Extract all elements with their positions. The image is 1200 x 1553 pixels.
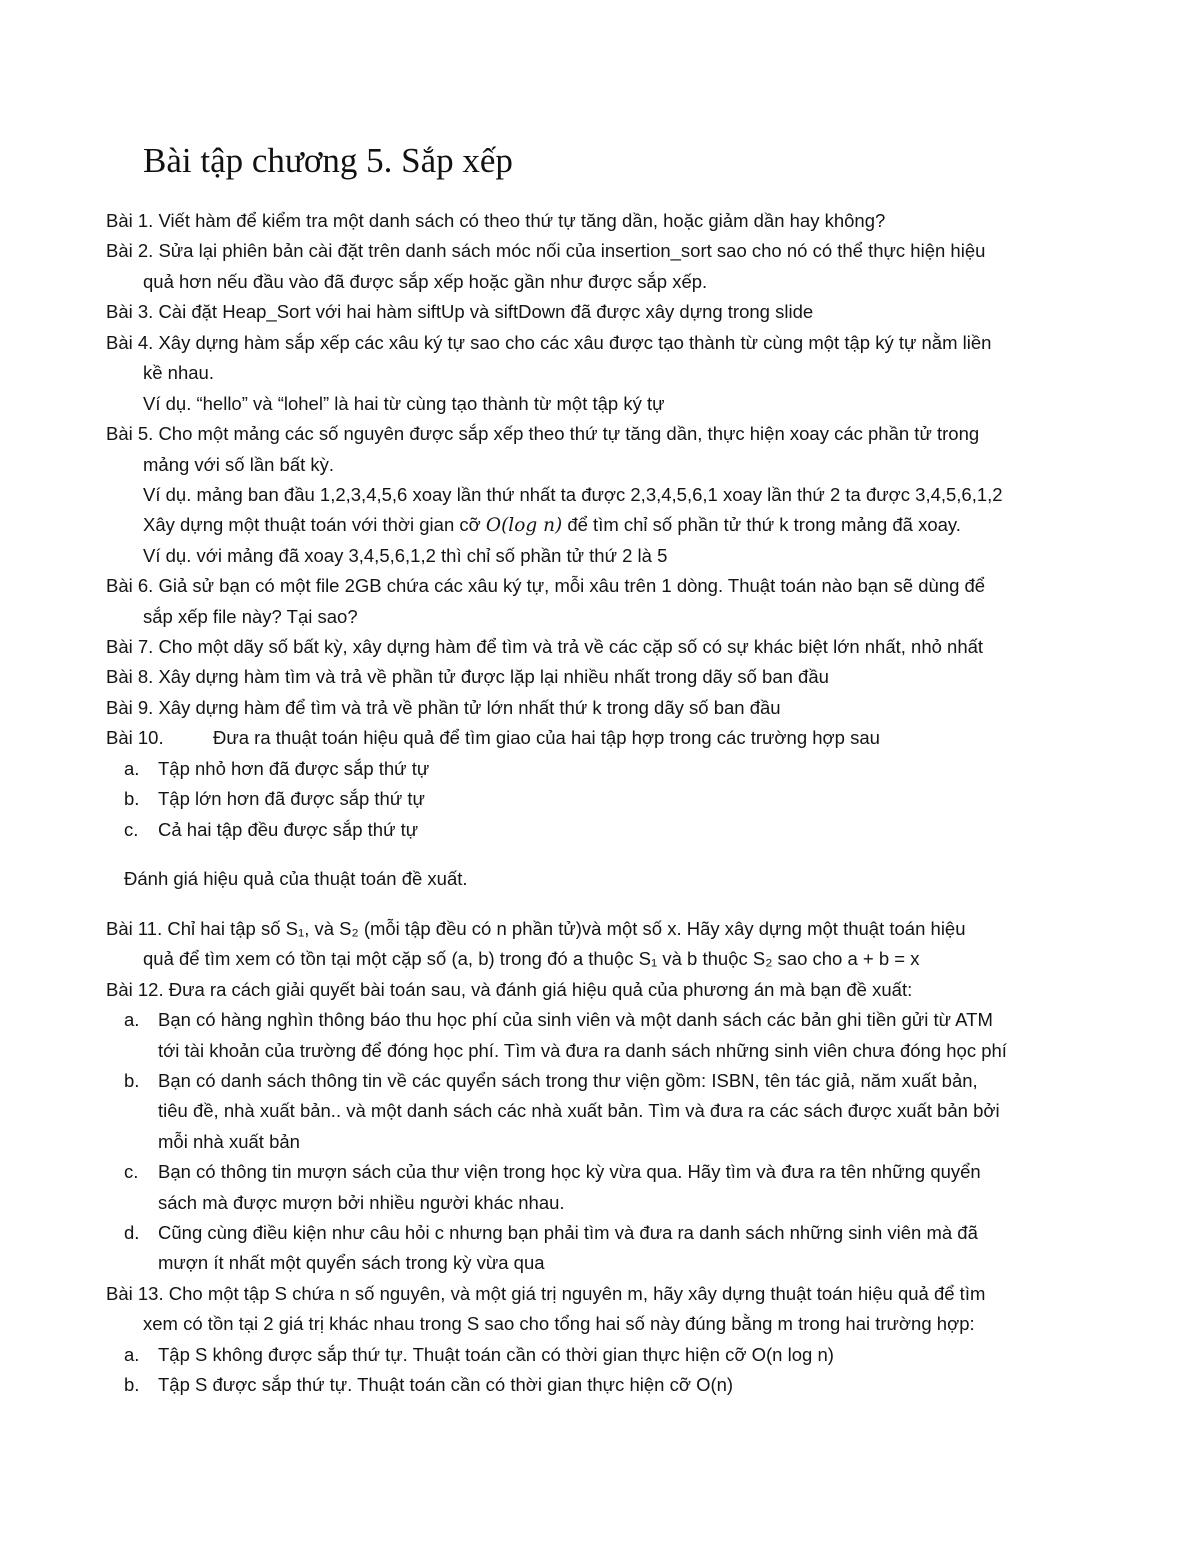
page-title: Bài tập chương 5. Sắp xếp (143, 141, 513, 180)
exercise-12-item-b-line-2: tiêu đề, nhà xuất bản.. và một danh sách các nhà xuất bản. Tìm và đưa ra các sách được xuất bản bởi (158, 1100, 1000, 1121)
list-marker: b. (124, 788, 140, 809)
exercise-12-item-c-line-2: sách mà được mượn bởi nhiều người khác nhau. (158, 1192, 565, 1213)
exercise-12-item-d-line-2: mượn ít nhất một quyển sách trong kỳ vừa qua (158, 1252, 545, 1273)
exercise-12-item-b-line-1: Bạn có danh sách thông tin về các quyển sách trong thư viện gồm: ISBN, tên tác giả, năm xuất bản, (158, 1070, 978, 1091)
exercise-10-item-a: Tập nhỏ hơn đã được sắp thứ tự (158, 758, 430, 779)
exercise-5-task-text: Xây dựng một thuật toán với thời gian cỡ (143, 514, 486, 535)
exercise-13-item-b: Tập S được sắp thứ tự. Thuật toán cần có thời gian thực hiện cỡ O(n) (158, 1374, 734, 1395)
exercise-10-item-b: Tập lớn hơn đã được sắp thứ tự (158, 788, 425, 809)
exercise-12: Bài 12. Đưa ra cách giải quyết bài toán sau, và đánh giá hiệu quả của phương án mà bạn đề xuất: (106, 979, 913, 1000)
exercise-12-item-a-line-2: tới tài khoản của trường để đóng học phí. Tìm và đưa ra danh sách những sinh viên chưa đóng học phí (158, 1040, 1007, 1061)
list-marker: d. (124, 1222, 140, 1243)
exercise-4-line-2: kề nhau. (143, 362, 214, 383)
exercise-5-example-2: Ví dụ. với mảng đã xoay 3,4,5,6,1,2 thì chỉ số phần tử thứ 2 là 5 (143, 545, 668, 566)
exercise-13-line-2: xem có tồn tại 2 giá trị khác nhau trong S sao cho tổng hai số này đúng bằng m trong hai trường hợp: (143, 1313, 975, 1334)
exercise-5-line-1: Bài 5. Cho một mảng các số nguyên được sắp xếp theo thứ tự tăng dần, thực hiện xoay các phần tử trong (106, 423, 980, 444)
exercise-5-line-2: mảng với số lần bất kỳ. (143, 454, 335, 475)
exercise-5-task (143, 514, 961, 537)
list-marker: b. (124, 1070, 140, 1091)
exercise-5-task-text-end: để tìm chỉ số phần tử thứ k trong mảng đã xoay. (562, 514, 961, 535)
complexity-formula: O(log n) (485, 515, 563, 536)
exercise-11-line-2: quả để tìm xem có tồn tại một cặp số (a, b) trong đó a thuộc S₁ và b thuộc S₂ sao cho a + b = x (143, 948, 920, 969)
exercise-6-line-1: Bài 6. Giả sử bạn có một file 2GB chứa các xâu ký tự, mỗi xâu trên 1 dòng. Thuật toán nào bạn sẽ dùng để (106, 575, 986, 596)
exercise-13-item-a: Tập S không được sắp thứ tự. Thuật toán cần có thời gian thực hiện cỡ O(n log n) (158, 1344, 834, 1365)
exercise-2-line-1: Bài 2. Sửa lại phiên bản cài đặt trên danh sách móc nối của insertion_sort sao cho nó có thể thực hiện hiệu (106, 240, 986, 261)
exercise-9: Bài 9. Xây dựng hàm để tìm và trả về phần tử lớn nhất thứ k trong dãy số ban đầu (106, 697, 781, 718)
exercise-5-example: Ví dụ. mảng ban đầu 1,2,3,4,5,6 xoay lần thứ nhất ta được 2,3,4,5,6,1 xoay lần thứ 2 ta được 3,4,5,6,1,2 (143, 484, 1003, 505)
exercise-3: Bài 3. Cài đặt Heap_Sort với hai hàm siftUp và siftDown đã được xây dựng trong slide (106, 301, 814, 322)
exercise-10-item-c: Cả hai tập đều được sắp thứ tự (158, 819, 419, 840)
list-marker: a. (124, 1344, 140, 1365)
list-marker: c. (124, 819, 139, 840)
exercise-12-item-a-line-1: Bạn có hàng nghìn thông báo thu học phí của sinh viên và một danh sách các bản ghi tiền gửi từ ATM (158, 1009, 993, 1030)
exercise-4-example: Ví dụ. “hello” và “lohel” là hai từ cùng tạo thành từ một tập ký tự (143, 393, 665, 414)
exercise-13-line-1: Bài 13. Cho một tập S chứa n số nguyên, và một giá trị nguyên m, hãy xây dựng thuật toán hiệu quả để tìm (106, 1283, 986, 1304)
exercise-6-line-2: sắp xếp file này? Tại sao? (143, 606, 358, 627)
list-marker: a. (124, 758, 140, 779)
exercise-1: Bài 1. Viết hàm để kiểm tra một danh sách có theo thứ tự tăng dần, hoặc giảm dần hay không? (106, 210, 886, 231)
exercise-11-line-1: Bài 11. Chỉ hai tập số S₁, và S₂ (mỗi tập đều có n phần tử)và một số x. Hãy xây dựng một thuật toán hiệu (106, 918, 966, 939)
exercise-10-text: Đưa ra thuật toán hiệu quả để tìm giao của hai tập hợp trong các trường hợp sau (213, 727, 880, 748)
list-marker: a. (124, 1009, 140, 1030)
exercise-4-line-1: Bài 4. Xây dựng hàm sắp xếp các xâu ký tự sao cho các xâu được tạo thành từ cùng một tập ký tự nằm liền (106, 332, 992, 353)
exercise-7: Bài 7. Cho một dãy số bất kỳ, xây dựng hàm để tìm và trả về các cặp số có sự khác biệt lớn nhất, nhỏ nhất (106, 636, 984, 657)
exercise-12-item-d-line-1: Cũng cùng điều kiện như câu hỏi c nhưng bạn phải tìm và đưa ra danh sách những sinh viên mà đã (158, 1222, 978, 1243)
exercise-8: Bài 8. Xây dựng hàm tìm và trả về phần tử được lặp lại nhiều nhất trong dãy số ban đầu (106, 666, 829, 687)
list-marker: c. (124, 1161, 139, 1182)
exercise-10-evaluation: Đánh giá hiệu quả của thuật toán đề xuất. (124, 868, 468, 889)
exercise-10-label: Bài 10. (106, 727, 164, 748)
exercise-12-item-c-line-1: Bạn có thông tin mượn sách của thư viện trong học kỳ vừa qua. Hãy tìm và đưa ra tên những quyển (158, 1161, 981, 1182)
exercise-12-item-b-line-3: mỗi nhà xuất bản (158, 1131, 300, 1152)
list-marker: b. (124, 1374, 140, 1395)
exercise-2-line-2: quả hơn nếu đầu vào đã được sắp xếp hoặc gần như được sắp xếp. (143, 271, 708, 292)
